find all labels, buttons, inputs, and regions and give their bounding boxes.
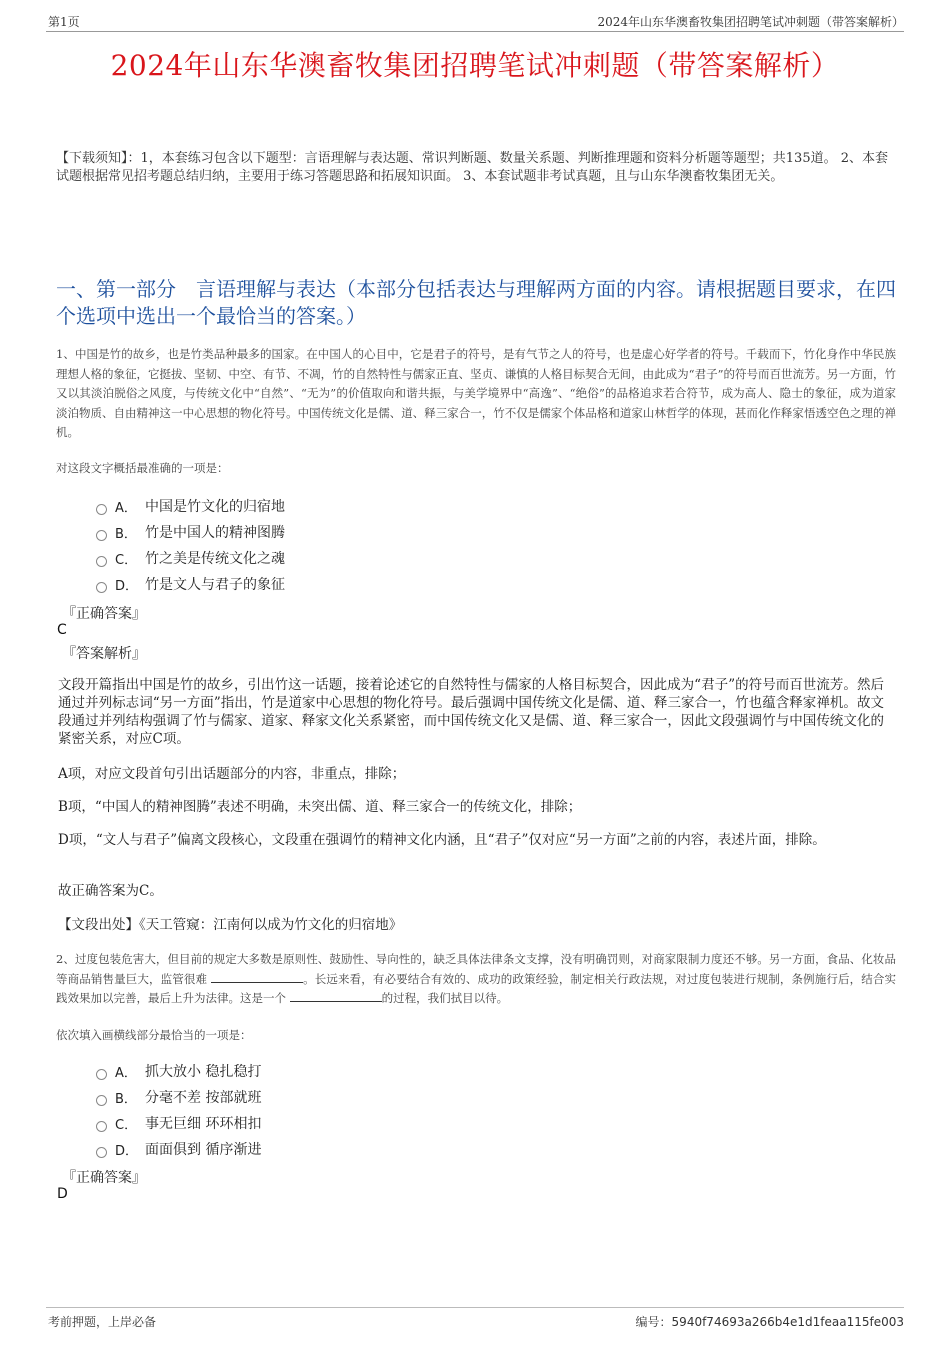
q1-option-c[interactable]	[96, 548, 285, 568]
option-letter: A．	[115, 500, 137, 516]
option-letter: C．	[115, 1117, 138, 1133]
radio-icon[interactable]	[96, 1095, 107, 1106]
running-header-title: 2024年山东华澳畜牧集团招聘笔试冲刺题（带答案解析）	[597, 15, 904, 29]
radio-icon[interactable]	[96, 1069, 107, 1080]
q1-source: 【文段出处】《天工管窥：江南何以成为竹文化的归宿地》	[58, 917, 403, 933]
q1-option-b[interactable]	[96, 522, 285, 542]
q2-option-d[interactable]	[96, 1139, 261, 1159]
q1-analysis-label: 『答案解析』	[62, 646, 146, 662]
option-letter: D．	[115, 578, 139, 594]
header-divider	[46, 31, 904, 32]
option-text: 竹是文人与君子的象征	[145, 577, 285, 593]
q1-conclusion: 故正确答案为C。	[58, 883, 163, 899]
q2-option-a[interactable]	[96, 1061, 261, 1081]
q1-analysis-d: D项，“文人与君子”偏离文段核心，文段重在强调竹的精神文化内涵，且“君子”仅对应“另一方面”之前的内容，表述片面，排除。	[58, 832, 826, 848]
question-2-prompt: 依次填入画横线部分最恰当的一项是：	[56, 1028, 252, 1042]
fill-blank	[290, 989, 382, 1002]
question-2-text: 2、过度包装危害大，但目前的规定大多数是原则性、鼓励性、导向性的，缺乏具体法律条文支撑，没有明确罚则，对商家限制力度还不够。另一方面，食品、化妆品等商品销售量巨大，监管很难 。长远来看，有必要结合有效的、成功的政策经验，制定相关行政法规，对过度包装进行规制，条例施行后，结合实践效果加以完善，最后上升为法律。这是一个 的过程，我们拭目以待。	[56, 952, 897, 1005]
option-text: 事无巨细 环环相扣	[145, 1116, 262, 1132]
section-heading: 一、第一部分 言语理解与表达（本部分包括表达与理解两方面的内容。请根据题目要求，在四个选项中选出一个最恰当的答案。）	[56, 277, 896, 328]
q1-analysis-para: 文段开篇指出中国是竹的故乡，引出竹这一话题，接着论述它的自然特性与儒家的人格目标契合，因此成为“君子”的符号而百世流芳。然后通过并列标志词“另一方面”指出，竹是道家中心思想的物化符号。最后强调中国传统文化是儒、道、释三家合一，竹也蕴含释家禅机。故文段通过并列结构强调了竹与儒家、道家、释家文化关系紧密，而中国传统文化又是儒、道、释三家合一，因此文段强调竹与中国传统文化的紧密关系，对应C项。	[58, 677, 884, 747]
option-text: 抓大放小 稳扎稳打	[145, 1064, 262, 1080]
page-title: 2024年山东华澳畜牧集团招聘笔试冲刺题（带答案解析）	[110, 49, 840, 82]
radio-icon[interactable]	[96, 530, 107, 541]
q2-answer-label: 『正确答案』	[62, 1170, 146, 1186]
q1-answer: C	[57, 622, 67, 638]
page-number: 第1页	[48, 15, 80, 29]
q1-option-d[interactable]	[96, 574, 285, 594]
radio-icon[interactable]	[96, 1121, 107, 1132]
option-letter: C．	[115, 552, 138, 568]
q1-answer-label: 『正确答案』	[62, 606, 146, 622]
download-notice: 【下载须知】：1，本套练习包含以下题型：言语理解与表达题、常识判断题、数量关系题、判断推理题和资料分析题等题型；共135道。 2、本套试题根据常见招考题总结归纳，主要用于练习答题思路和拓展知识面。 3、本套试题非考试真题，且与山东华澳畜牧集团无关。	[56, 151, 888, 184]
footer-slogan: 考前押题，上岸必备	[48, 1315, 157, 1329]
radio-icon[interactable]	[96, 556, 107, 567]
radio-icon[interactable]	[96, 582, 107, 593]
q1-analysis-a: A项，对应文段首句引出话题部分的内容，非重点，排除；	[58, 766, 406, 782]
option-letter: B．	[115, 526, 137, 542]
option-text: 竹是中国人的精神图腾	[145, 525, 285, 541]
fill-blank	[211, 970, 303, 983]
question-1-prompt: 对这段文字概括最准确的一项是：	[56, 461, 229, 475]
option-text: 竹之美是传统文化之魂	[145, 551, 285, 567]
q2-option-c[interactable]	[96, 1113, 261, 1133]
option-letter: B．	[115, 1091, 137, 1107]
option-letter: A．	[115, 1065, 137, 1081]
q1-analysis-b: B项，“中国人的精神图腾”表述不明确，未突出儒、道、释三家合一的传统文化，排除；	[58, 799, 582, 815]
footer-divider	[46, 1307, 904, 1308]
q2-option-b[interactable]	[96, 1087, 261, 1107]
q2-answer: D	[57, 1186, 68, 1202]
option-text: 分毫不差 按部就班	[145, 1090, 262, 1106]
option-text: 中国是竹文化的归宿地	[145, 499, 285, 515]
document-id: 编号：5940f74693a266b4e1d1feaa115fe003	[635, 1315, 904, 1329]
q1-option-a[interactable]	[96, 496, 285, 516]
option-text: 面面俱到 循序渐进	[145, 1142, 262, 1158]
radio-icon[interactable]	[96, 1147, 107, 1158]
option-letter: D．	[115, 1143, 139, 1159]
question-1-text: 1、中国是竹的故乡，也是竹类品种最多的国家。在中国人的心目中，它是君子的符号，是有气节之人的符号，也是虚心好学者的符号。千载而下，竹化身作中华民族理想人格的象征，它挺拔、坚韧、中空、有节、不凋，竹的自然特性与儒家正直、坚贞、谦慎的人格目标契合无间，由此成为“君子”的符号而百世流芳。另一方面，竹又以其淡泊脱俗之风度，与传统文化中“自然”、“无为”的价值取向和谐共振，与美学境界中“高逸”、“绝俗”的品格追求若合符节，成为高人、隐士的象征，成为道家淡泊物质、自由精神这一中心思想的物化符号。中国传统文化是儒、道、释三家合一，竹不仅是儒家个体品格和道家山林哲学的体现，甚而化作释家悟透空色之理的禅机。	[56, 347, 896, 439]
radio-icon[interactable]	[96, 504, 107, 515]
